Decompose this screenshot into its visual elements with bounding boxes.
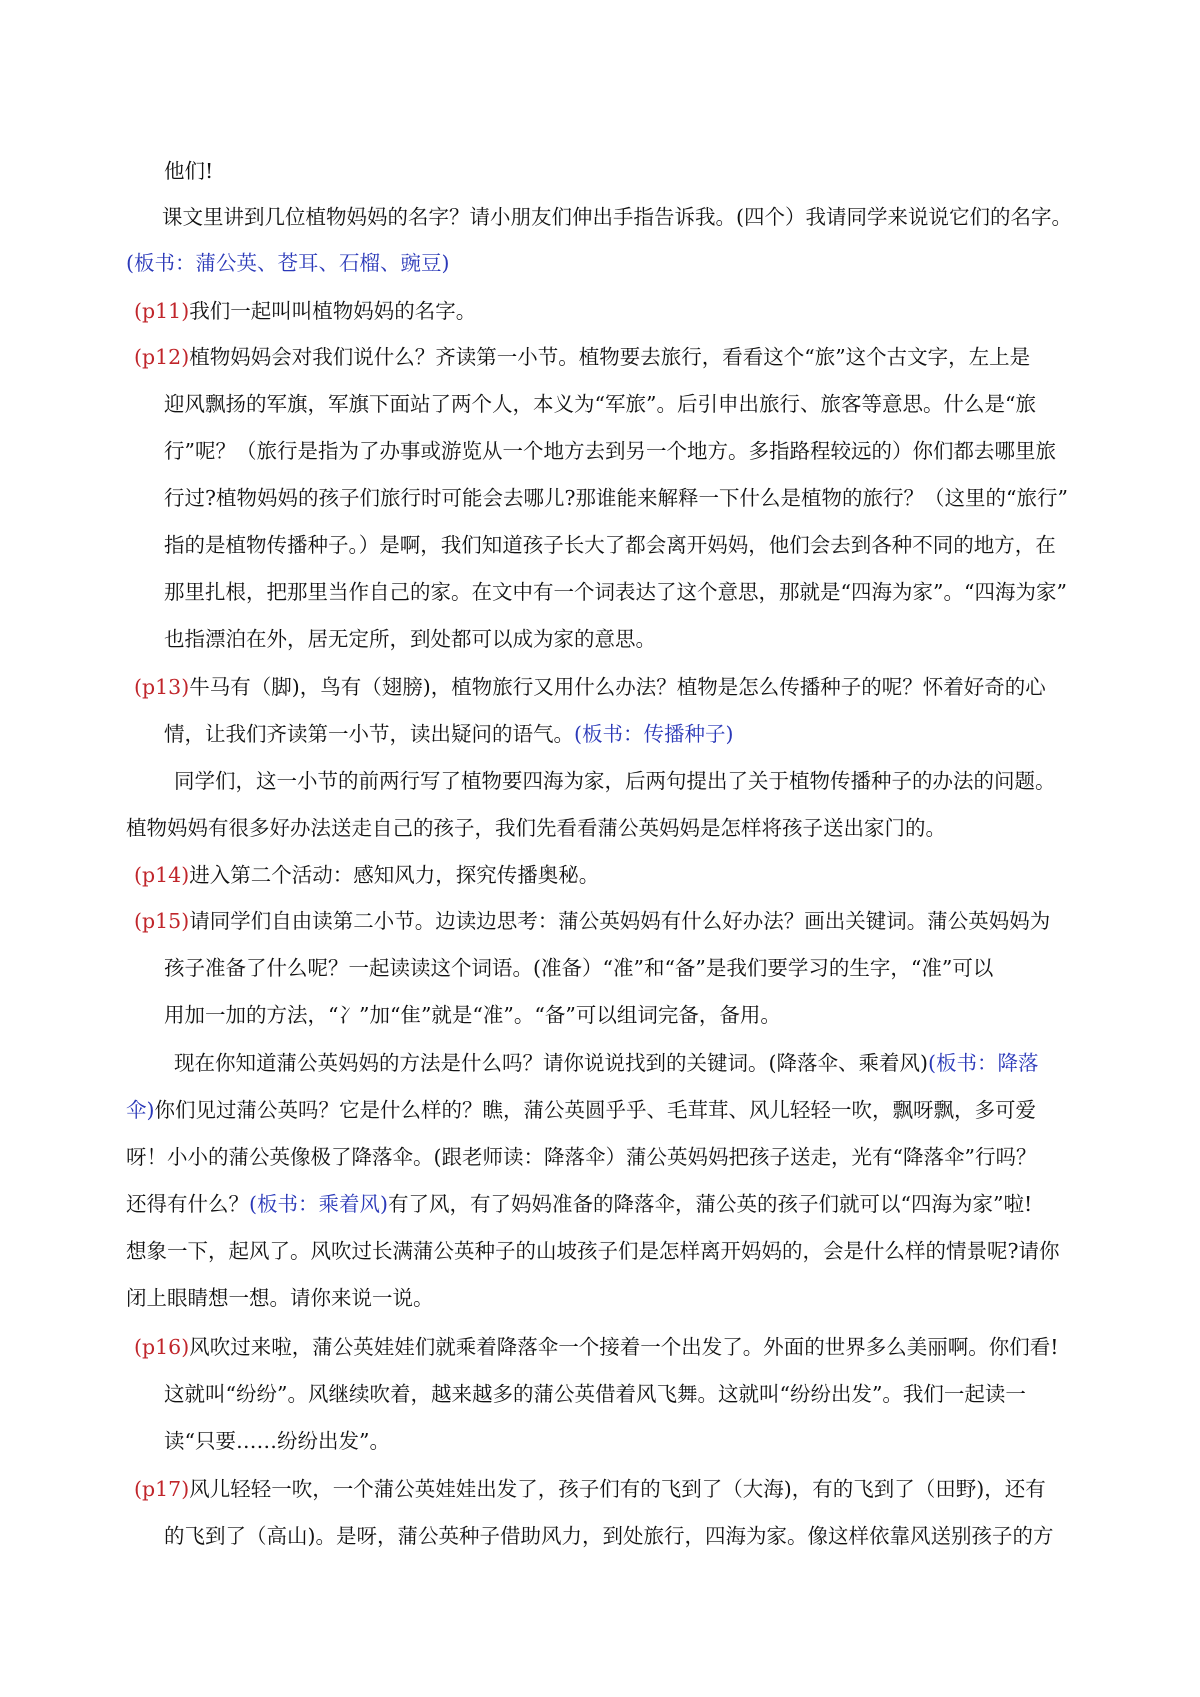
text-line: 风儿轻轻一吹，一个蒲公英娃娃出发了，孩子们有的飞到了（大海)，有的飞到了（田野)，还有 [189, 1477, 1046, 1501]
text-line: 同学们，这一小节的前两行写了植物要四海为家，后两句提出了关于植物传播种子的办法的问题。 [174, 769, 1056, 793]
slide-tag: (p11) [134, 299, 190, 323]
board-note: (板书：降落 [928, 1051, 1039, 1075]
text-line: 也指漂泊在外，居无定所，到处都可以成为家的意思。 [164, 627, 656, 651]
text-line: 读“只要……纷纷出发”。 [164, 1429, 390, 1453]
text-line: 行过?植物妈妈的孩子们旅行时可能会去哪儿?那谁能来解释一下什么是植物的旅行？（这里的“旅行” [164, 486, 1068, 510]
text-line: 用加一加的方法，“冫”加“隹”就是“准”。“备”可以组词完备，备用。 [164, 1003, 781, 1027]
slide-tag: (p17) [134, 1477, 190, 1501]
board-note: (板书：蒲公英、苍耳、石榴、豌豆) [126, 251, 450, 275]
board-note: (板书：乘着风) [249, 1192, 388, 1216]
text-line: 有了风，有了妈妈准备的降落伞，蒲公英的孩子们就可以“四海为家”啦! [388, 1192, 1033, 1216]
text-line: 植物妈妈有很多好办法送走自己的孩子，我们先看看蒲公英妈妈是怎样将孩子送出家门的。 [126, 816, 946, 840]
text-line: 这就叫“纷纷”。风继续吹着，越来越多的蒲公英借着风飞舞。这就叫“纷纷出发”。我们一起读一 [164, 1382, 1026, 1406]
paragraph-transition [126, 758, 1056, 852]
text-line: 行”呢？（旅行是指为了办事或游览从一个地方去到另一个地方。多指路程较远的）你们都去哪里旅 [164, 439, 1056, 463]
board-note: (板书：传播种子) [574, 722, 734, 746]
text-line: 闭上眼睛想一想。请你来说一说。 [126, 1286, 434, 1310]
text-line: 呀！小小的蒲公英像极了降落伞。(跟老师读：降落伞）蒲公英妈妈把孩子送走，光有“降落伞”行吗？ [126, 1145, 1037, 1169]
paragraph-dandelion-method [126, 1040, 1060, 1322]
paragraph-continuation [164, 148, 213, 195]
text-line: 迎风飘扬的军旗，军旗下面站了两个人，本义为“军旅”。后引申出旅行、旅客等意思。什么是“旅 [164, 392, 1036, 416]
text-line: 我们一起叫叫植物妈妈的名字。 [189, 299, 477, 323]
board-note: 伞) [126, 1098, 155, 1122]
text-line: 想象一下，起风了。风吹过长满蒲公英种子的山坡孩子们是怎样离开妈妈的，会是什么样的情景呢?请你 [126, 1239, 1060, 1263]
slide-tag: (p14) [134, 863, 190, 887]
slide-tag: (p15) [134, 909, 190, 933]
slide-tag: (p12) [134, 345, 190, 369]
text-line: 现在你知道蒲公英妈妈的方法是什么吗？请你说说找到的关键词。(降落伞、乘着风) [174, 1051, 928, 1075]
text-line: 指的是植物传播种子。）是啊，我们知道孩子长大了都会离开妈妈，他们会去到各种不同的地方，在 [164, 533, 1056, 557]
text-line: 他们! [164, 159, 214, 183]
paragraph-p17 [134, 1466, 1054, 1560]
paragraph-p16 [134, 1324, 1058, 1465]
text-line: 进入第二个活动：感知风力，探究传播奥秘。 [189, 863, 600, 887]
text-line: 请同学们自由读第二小节。边读边思考：蒲公英妈妈有什么好办法？画出关键词。蒲公英妈妈为 [189, 909, 1051, 933]
board-note-plant-names [126, 240, 450, 287]
text-line: 牛马有（脚)，鸟有（翅膀)，植物旅行又用什么办法？植物是怎么传播种子的呢？怀着好奇的心 [189, 675, 1046, 699]
slide-tag: (p16) [134, 1335, 190, 1359]
paragraph-p15 [134, 898, 1050, 1039]
text-line: 课文里讲到几位植物妈妈的名字？请小朋友们伸出手指告诉我。(四个）我请同学来说说它们的名字。 [162, 205, 1072, 229]
paragraph-p14 [134, 852, 599, 899]
paragraph-p13 [134, 664, 1046, 758]
paragraph-p12 [134, 334, 1068, 663]
text-line: 情，让我们齐读第一小节，读出疑问的语气。 [164, 722, 574, 746]
paragraph-p11 [134, 288, 476, 335]
text-line: 那里扎根，把那里当作自己的家。在文中有一个词表达了这个意思，那就是“四海为家”。“四海为家” [164, 580, 1067, 604]
slide-tag: (p13) [134, 675, 190, 699]
text-line: 你们见过蒲公英吗？它是什么样的？瞧，蒲公英圆乎乎、毛茸茸、风儿轻轻一吹，飘呀飘，多可爱 [154, 1098, 1036, 1122]
text-line: 植物妈妈会对我们说什么？齐读第一小节。植物要去旅行，看看这个“旅”这个古文字，左上是 [189, 345, 1031, 369]
paragraph-plant-names [162, 194, 1072, 241]
text-line: 的飞到了（高山)。是呀，蒲公英种子借助风力，到处旅行，四海为家。像这样依靠风送别孩子的方 [164, 1524, 1054, 1548]
text-line: 风吹过来啦，蒲公英娃娃们就乘着降落伞一个接着一个出发了。外面的世界多么美丽啊。你们看! [189, 1335, 1059, 1359]
text-line: 还得有什么？ [126, 1192, 249, 1216]
text-line: 孩子准备了什么呢？一起读读这个词语。(准备）“准”和“备”是我们要学习的生字，“准”可以 [164, 956, 994, 980]
